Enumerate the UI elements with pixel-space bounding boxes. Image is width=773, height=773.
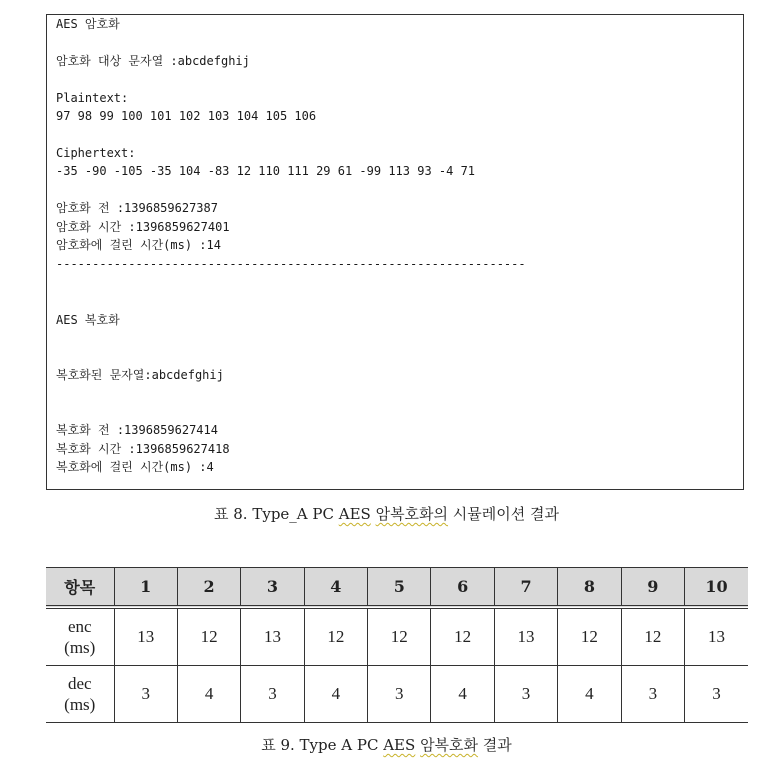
header-cell: 8 — [558, 568, 621, 608]
caption-text: 시뮬레이션 결과 — [448, 505, 559, 523]
console-line: 암호화 대상 문자열 :abcdefghij — [56, 54, 250, 68]
table-header-row — [46, 568, 748, 608]
row-label-unit: (ms) — [64, 695, 96, 714]
caption-table-9 — [0, 734, 773, 755]
table-cell: 3 — [685, 666, 748, 723]
table-cell: 12 — [431, 607, 494, 666]
header-cell: 5 — [368, 568, 431, 608]
header-cell: 4 — [304, 568, 367, 608]
table-row — [46, 607, 748, 666]
console-line: 복호화 전 :1396859627414 — [56, 423, 218, 437]
console-line: Ciphertext: — [56, 146, 136, 160]
caption-text: 표 9. Type A PC — [261, 736, 384, 754]
table-cell: 3 — [241, 666, 304, 723]
table-cell: 12 — [177, 607, 240, 666]
table-cell: 13 — [685, 607, 748, 666]
header-cell: 6 — [431, 568, 494, 608]
table-row — [46, 666, 748, 723]
table-cell: 4 — [558, 666, 621, 723]
table-cell: 3 — [114, 666, 177, 723]
table-cell: 4 — [431, 666, 494, 723]
row-label-cell — [46, 666, 114, 723]
caption-text: AES — [383, 736, 416, 754]
console-line: AES 복호화 — [56, 313, 120, 327]
caption-text: 표 8. Type_A PC — [214, 505, 339, 523]
results-table — [46, 567, 748, 723]
console-line: 복호화에 걸린 시간(ms) :4 — [56, 460, 214, 474]
console-line: 암호화에 걸린 시간(ms) :14 — [56, 238, 221, 252]
console-line: -35 -90 -105 -35 104 -83 12 110 111 29 61 -99 113 93 -4 71 — [56, 164, 476, 178]
table-cell: 3 — [621, 666, 684, 723]
console-line: 암호화 전 :1396859627387 — [56, 201, 218, 215]
caption-text: AES — [338, 505, 371, 523]
table-cell: 12 — [621, 607, 684, 666]
row-label: enc — [67, 617, 92, 636]
console-output-panel — [46, 14, 744, 490]
caption-text: 암복호화의 — [375, 505, 449, 523]
table-cell: 12 — [368, 607, 431, 666]
header-cell-item: 항목 — [46, 568, 114, 608]
row-label: dec — [67, 674, 92, 693]
table-cell: 12 — [558, 607, 621, 666]
caption-text: 암복호화 — [420, 736, 479, 754]
row-label-cell — [46, 607, 114, 666]
header-cell: 3 — [241, 568, 304, 608]
table-cell: 4 — [304, 666, 367, 723]
header-cell: 1 — [114, 568, 177, 608]
header-cell: 9 — [621, 568, 684, 608]
table-cell: 13 — [494, 607, 557, 666]
console-line: 97 98 99 100 101 102 103 104 105 106 — [56, 109, 317, 123]
console-line: AES 암호화 — [56, 17, 120, 31]
console-line: 암호화 시간 :1396859627401 — [56, 220, 230, 234]
table-cell: 13 — [114, 607, 177, 666]
table-cell: 3 — [368, 666, 431, 723]
row-label-unit: (ms) — [64, 638, 96, 657]
caption-text: 결과 — [478, 736, 512, 754]
caption-table-8 — [0, 503, 773, 524]
table-cell: 4 — [177, 666, 240, 723]
table-cell: 3 — [494, 666, 557, 723]
header-cell: 2 — [177, 568, 240, 608]
console-line: Plaintext: — [56, 91, 129, 105]
table-cell: 13 — [241, 607, 304, 666]
console-separator: ----------------------------------------------------------------- — [56, 257, 526, 271]
console-line: 복호화 시간 :1396859627418 — [56, 442, 230, 456]
header-cell: 10 — [685, 568, 748, 608]
console-line: 복호화된 문자열:abcdefghij — [56, 368, 224, 382]
table-cell: 12 — [304, 607, 367, 666]
header-cell: 7 — [494, 568, 557, 608]
